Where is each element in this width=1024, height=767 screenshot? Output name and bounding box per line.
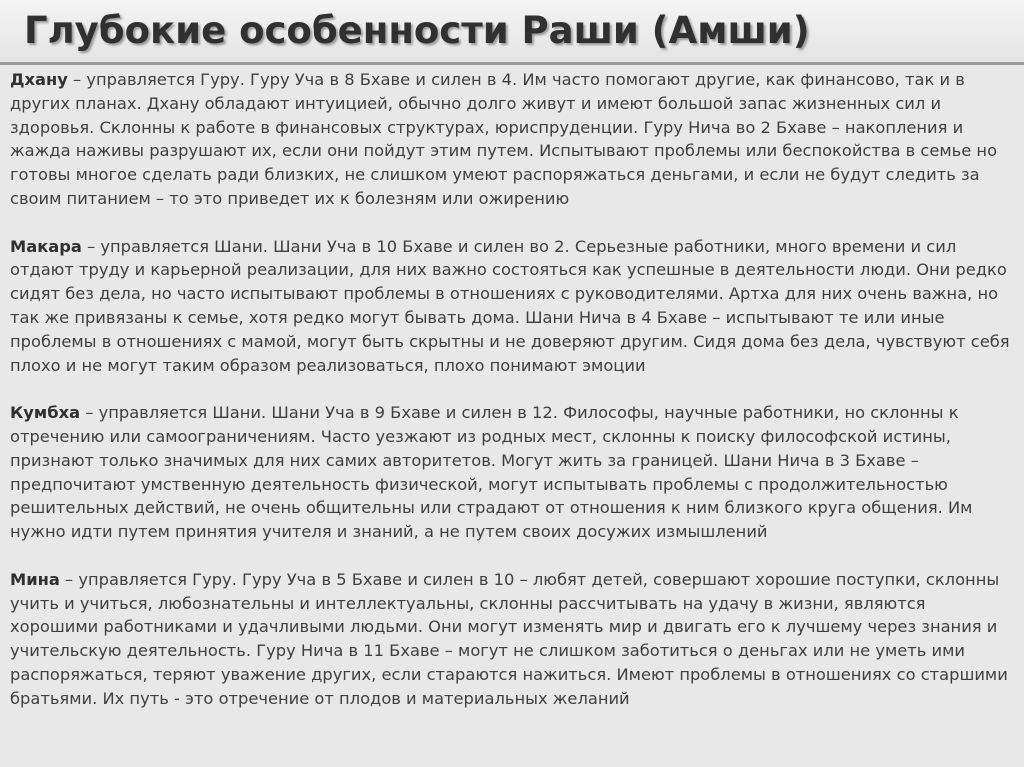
paragraph-mina	[10, 568, 1014, 711]
slide-title: Глубокие особенности Раши (Амши)	[24, 9, 810, 52]
sign-name: Мина	[10, 569, 60, 589]
paragraph-kumbha	[10, 401, 1014, 544]
sign-description: – управляется Гуру. Гуру Уча в 5 Бхаве и силен в 10 – любят детей, совершают хорошие поступки, склонны учить и учиться, любознательны и интеллектуальны, склонны рассчитывать на удачу в жизни, являются хорошими работниками и удачливыми людьми. Они могут изменять мир и двигать его к лучшему через знания и учительскую деятельность. Гуру Нича в 11 Бхаве – могут не слишком заботиться о деньгах или не уметь ими распоряжаться, теряют уважение других, если стараются нажиться. Имеют проблемы в отношениях со старшими братьями. Их путь - это отречение от плодов и материальных желаний	[10, 569, 1008, 708]
sign-name: Дхану	[10, 70, 68, 89]
sign-name: Макара	[10, 236, 82, 256]
sign-description: – управляется Шани. Шани Уча в 10 Бхаве и силен во 2. Серьезные работники, много времени и сил отдают труду и карьерной реализации, для них важно состояться как успешные в деятельности люди. Они редко сидят без дела, но часто испытывают проблемы в отношениях с руководителями. Артха для них очень важна, но так же привязаны к семье, хотя редко могут бывать дома. Шани Нича в 4 Бхаве – испытывают те или иные проблемы в отношениях с мамой, могут быть скрытны и не доверяют другим. Сидя дома без дела, чувствуют себя плохо и не могут таким образом реализоваться, плохо понимают эмоции	[10, 236, 1010, 375]
sign-name: Кумбха	[10, 403, 81, 423]
sign-description: – управляется Шани. Шани Уча в 9 Бхаве и силен в 12. Философы, научные работники, но склонны к отречению или самоограничениям. Часто уезжают из родных мест, склонны к поиску философской истины, признают только значимых для них самих авторитетов. Могут жить за границей. Шани Нича в 3 Бхаве – предпочитают умственную деятельность физической, могут испытывать проблемы с продолжительностью решительных действий, не очень общительны или страдают от отношения к ним близкого круга общения. Им нужно идти путем принятия учителя и знаний, а не путем своих досужих измышлений	[10, 403, 973, 542]
paragraph-dhanu	[10, 68, 1014, 211]
paragraph-makara	[10, 235, 1014, 378]
content-panel	[0, 65, 1024, 767]
sign-description: – управляется Гуру. Гуру Уча в 8 Бхаве и силен в 4. Им часто помогают другие, как финансово, так и в других планах. Дхану обладают интуицией, обычно долго живут и имеют большой запас жизненных сил и здоровья. Склонны к работе в финансовых структурах, юриспруденции. Гуру Нича во 2 Бхаве – накопления и жажда наживы разрушают их, если они пойдут этим путем. Испытывают проблемы или беспокойства в семье но готовы многое сделать ради близких, не слишком умеют распоряжаться деньгами, и если не будут следить за своим питанием – то это приведет их к болезням или ожирению	[10, 70, 998, 208]
body-text	[10, 68, 1014, 734]
title-bar	[0, 0, 1024, 62]
